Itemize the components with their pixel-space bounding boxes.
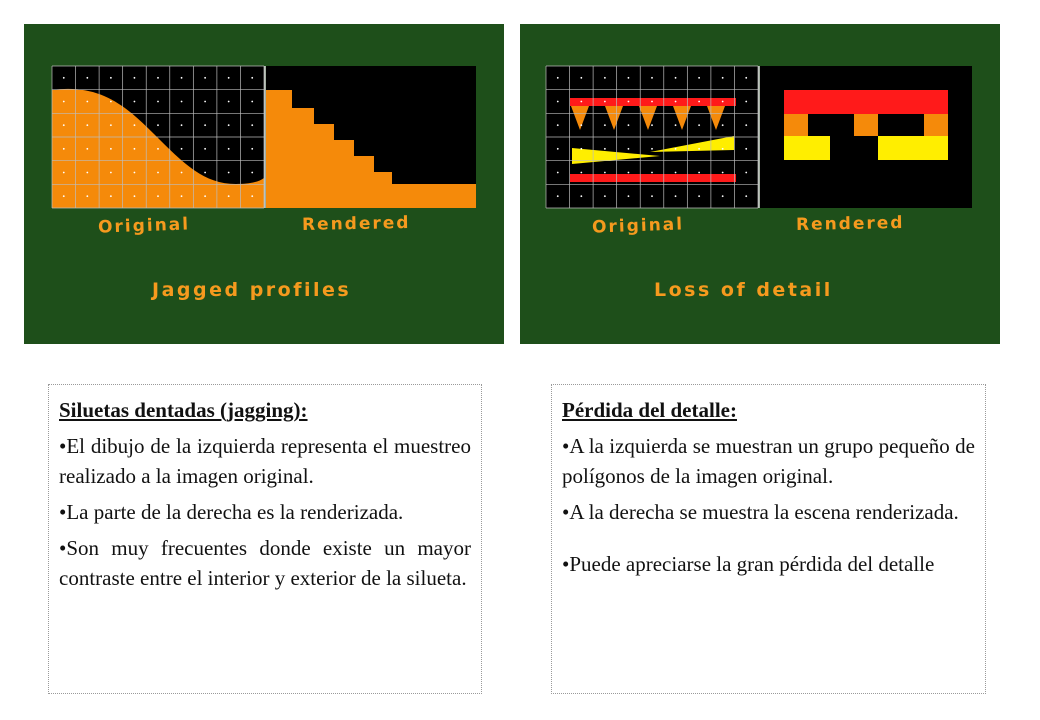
sample-point <box>251 148 253 150</box>
sample-point <box>722 195 724 197</box>
sample-point <box>651 101 653 103</box>
sample-point <box>745 101 747 103</box>
detail-loss-bullet-1: •A la izquierda se muestran un grupo pequeño de polígonos de la imagen original. <box>562 434 975 488</box>
rendered-orange-block-1 <box>784 114 808 136</box>
sample-point <box>628 77 630 79</box>
rendered-label: Rendered <box>301 213 411 235</box>
sample-point <box>63 124 65 126</box>
sample-point <box>134 172 136 174</box>
sample-point <box>181 124 183 126</box>
sample-point <box>110 124 112 126</box>
detail-loss-heading: Pérdida del detalle: <box>562 398 737 422</box>
loss-of-detail-slide <box>520 24 1000 344</box>
sample-point <box>698 172 700 174</box>
sample-point <box>675 77 677 79</box>
sample-point <box>651 77 653 79</box>
sample-point <box>228 172 230 174</box>
sample-point <box>628 101 630 103</box>
sample-point <box>722 172 724 174</box>
slide-title: Loss of detail <box>654 279 833 301</box>
sample-point <box>251 101 253 103</box>
sample-point <box>86 148 88 150</box>
sample-point <box>604 77 606 79</box>
sample-point <box>204 172 206 174</box>
sample-point <box>251 195 253 197</box>
sample-point <box>157 77 159 79</box>
sample-point <box>134 195 136 197</box>
sample-point <box>557 148 559 150</box>
sample-point <box>628 195 630 197</box>
sample-point <box>722 124 724 126</box>
jagging-description-box <box>48 384 482 694</box>
sample-point <box>604 101 606 103</box>
rendered-red-block <box>784 90 948 114</box>
jagging-bullet-2: •La parte de la derecha es la renderizada. <box>59 500 404 524</box>
rendered-orange-block-3 <box>924 114 948 136</box>
sample-point <box>698 101 700 103</box>
sample-point <box>580 195 582 197</box>
sample-point <box>251 77 253 79</box>
sample-point <box>557 195 559 197</box>
sample-point <box>651 172 653 174</box>
sample-point <box>63 77 65 79</box>
sample-point <box>204 148 206 150</box>
sample-point <box>63 148 65 150</box>
original-label: Original <box>591 214 685 238</box>
sample-point <box>675 148 677 150</box>
sample-point <box>204 101 206 103</box>
sample-point <box>557 77 559 79</box>
sample-point <box>651 124 653 126</box>
sample-point <box>86 77 88 79</box>
sample-point <box>698 148 700 150</box>
sample-point <box>651 148 653 150</box>
sample-point <box>698 77 700 79</box>
sample-point <box>110 101 112 103</box>
sample-point <box>134 77 136 79</box>
sample-point <box>157 101 159 103</box>
sample-point <box>675 172 677 174</box>
sample-point <box>63 195 65 197</box>
sample-point <box>675 101 677 103</box>
sample-point <box>745 172 747 174</box>
original-label: Original <box>97 214 191 238</box>
sample-point <box>604 195 606 197</box>
sample-point <box>251 172 253 174</box>
sample-point <box>745 77 747 79</box>
rendered-orange-block-2 <box>854 114 878 136</box>
sample-point <box>134 124 136 126</box>
sample-point <box>698 195 700 197</box>
jagged-profiles-slide <box>24 24 504 344</box>
rendered-label: Rendered <box>795 213 905 235</box>
jagging-heading: Siluetas dentadas (jagging): <box>59 398 308 422</box>
sample-point <box>110 77 112 79</box>
sample-point <box>628 124 630 126</box>
sample-point <box>86 172 88 174</box>
sample-point <box>181 148 183 150</box>
sample-point <box>675 124 677 126</box>
sample-point <box>604 124 606 126</box>
sample-point <box>86 124 88 126</box>
sample-point <box>181 195 183 197</box>
sample-point <box>722 148 724 150</box>
sample-point <box>604 148 606 150</box>
sample-point <box>580 172 582 174</box>
sample-point <box>228 124 230 126</box>
jagging-bullet-1: •El dibujo de la izquierda representa el muestreo realizado a la imagen original. <box>59 434 471 488</box>
sample-point <box>745 195 747 197</box>
sample-point <box>204 195 206 197</box>
sample-point <box>157 172 159 174</box>
sample-point <box>157 148 159 150</box>
sample-point <box>675 195 677 197</box>
sample-point <box>157 124 159 126</box>
sample-point <box>228 148 230 150</box>
rendered-yellow-block-1 <box>784 136 830 160</box>
sample-point <box>134 101 136 103</box>
sample-point <box>157 195 159 197</box>
sample-point <box>722 101 724 103</box>
sample-point <box>86 195 88 197</box>
sample-point <box>181 101 183 103</box>
sample-point <box>557 172 559 174</box>
sample-point <box>698 124 700 126</box>
sample-point <box>228 101 230 103</box>
sample-point <box>110 148 112 150</box>
jagging-bullet-3: •Son muy frecuentes donde existe un mayor contraste entre el interior y exterior de la silueta. <box>59 536 471 590</box>
detail-loss-bullet-3: •Puede apreciarse la gran pérdida del detalle <box>562 552 935 576</box>
sample-point <box>580 101 582 103</box>
sample-point <box>63 172 65 174</box>
sample-point <box>628 148 630 150</box>
detail-loss-bullet-2: •A la derecha se muestra la escena renderizada. <box>562 500 959 524</box>
sample-point <box>651 195 653 197</box>
sample-point <box>557 124 559 126</box>
sample-point <box>110 195 112 197</box>
sample-point <box>580 77 582 79</box>
sample-point <box>604 172 606 174</box>
sample-point <box>580 148 582 150</box>
detail-loss-description-box <box>551 384 986 694</box>
sample-point <box>722 77 724 79</box>
sample-point <box>63 101 65 103</box>
sample-point <box>557 101 559 103</box>
sample-point <box>181 172 183 174</box>
rendered-yellow-block-2 <box>878 136 948 160</box>
slide-title: Jagged profiles <box>152 279 352 301</box>
sample-point <box>228 195 230 197</box>
sample-point <box>86 101 88 103</box>
sample-point <box>745 148 747 150</box>
sample-point <box>110 172 112 174</box>
sample-point <box>181 77 183 79</box>
sample-point <box>580 124 582 126</box>
sample-point <box>628 172 630 174</box>
sample-point <box>204 77 206 79</box>
sample-point <box>228 77 230 79</box>
sample-point <box>251 124 253 126</box>
sample-point <box>204 124 206 126</box>
sample-point <box>134 148 136 150</box>
sample-point <box>745 124 747 126</box>
